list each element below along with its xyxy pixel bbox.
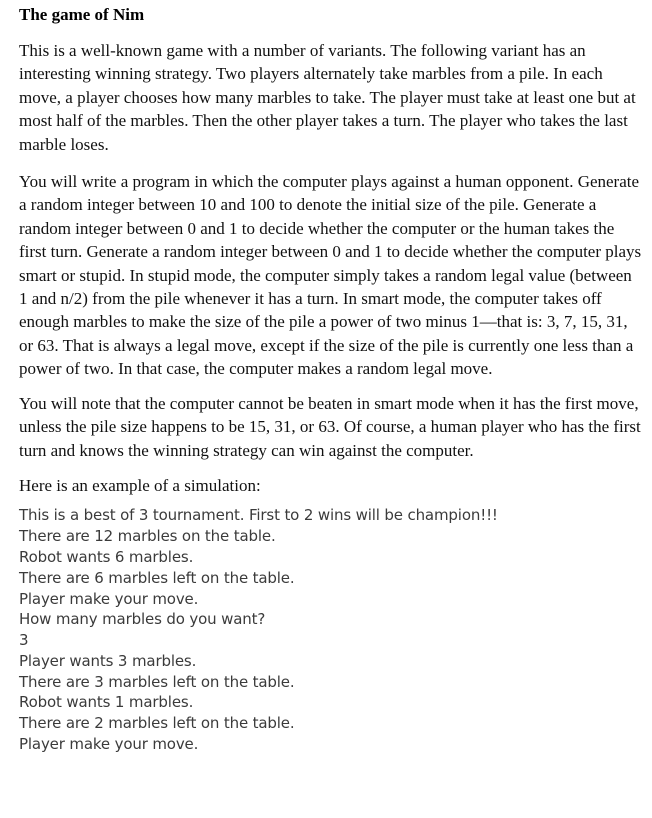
document-page [19,0,644,755]
simulation-line: Player make your move. [19,735,199,754]
simulation-line: How many marbles do you want? [19,610,266,629]
simulation-line: 3 [19,631,29,650]
simulation-line: This is a best of 3 tournament. First to 2 wins will be champion!!! [19,506,498,525]
simulation-line: There are 12 marbles on the table. [19,527,276,546]
simulation-output [19,505,644,755]
task-paragraph: You will write a program in which the computer plays against a human opponent. Generate a random integer between 10 and 100 to denote the initial size of the pile. Generate a random integer between 0 and 1 to decide whether the computer or the human takes the first turn. Generate a random integer between 0 and 1 to decide whether the computer plays smart or stupid. In stupid mode, the computer simply takes a random legal value (between 1 and n/2) from the pile whenever it has a turn. In smart mode, the computer takes off enough marbles to make the size of the pile a power of two minus 1—that is: 3, 7, 15, 31, or 63. That is always a legal move, except if the size of the pile is currently one less than a power of two. In that case, the computer makes a random legal move. [19,172,642,379]
page-title: The game of Nim [19,5,145,24]
simulation-line: There are 6 marbles left on the table. [19,568,295,587]
simulation-line: Robot wants 1 marbles. [19,693,194,712]
simulation-line: There are 2 marbles left on the table. [19,714,295,733]
intro-paragraph: This is a well-known game with a number of variants. The following variant has an interesting winning strategy. Two players alternately take marbles from a pile. In each move, a player chooses how many marbles to take. The player must take at least one but at most half of the marbles. Then the other player takes a turn. The player who takes the last marble loses. [19,41,636,154]
simulation-line: There are 3 marbles left on the table. [19,672,295,691]
simulation-line: Player make your move. [19,589,199,608]
simulation-line: Player wants 3 marbles. [19,651,197,670]
simulation-line: Robot wants 6 marbles. [19,547,194,566]
strategy-paragraph: You will note that the computer cannot be beaten in smart mode when it has the first move, unless the pile size happens to be 15, 31, or 63. Of course, a human player who has the first turn and knows the winning strategy can win against the computer. [19,393,641,460]
example-intro-paragraph: Here is an example of a simulation: [19,475,261,495]
